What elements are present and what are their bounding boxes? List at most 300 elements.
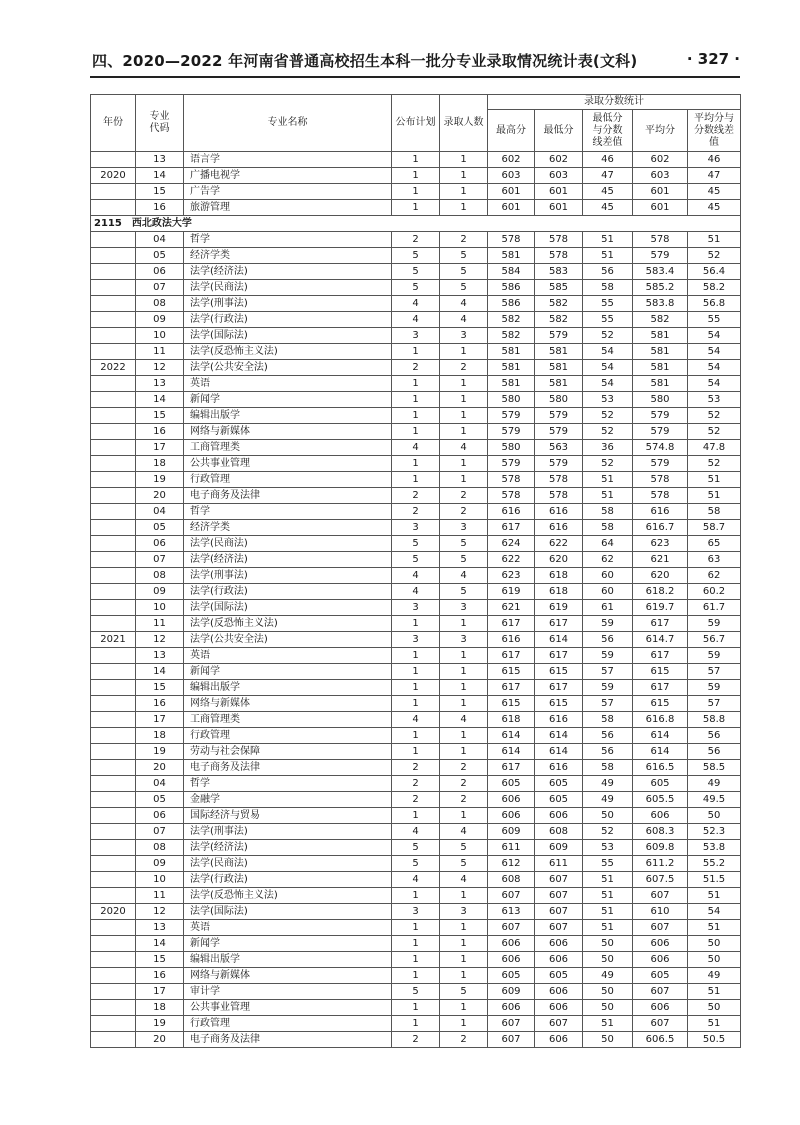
cell-max: 617	[488, 616, 535, 632]
cell-avg: 616.8	[633, 712, 688, 728]
table-body	[91, 152, 741, 1048]
cell-avg-diff: 58.7	[688, 520, 741, 536]
cell-min: 607	[535, 920, 583, 936]
cell-min-diff: 47	[583, 168, 633, 184]
table-row	[91, 552, 741, 568]
cell-year	[91, 1000, 136, 1016]
cell-major: 法学(刑事法)	[184, 296, 392, 312]
cell-major: 法学(经济法)	[184, 840, 392, 856]
cell-year	[91, 344, 136, 360]
cell-admitted: 5	[440, 552, 488, 568]
cell-year	[91, 776, 136, 792]
cell-major: 劳动与社会保障	[184, 744, 392, 760]
cell-min-diff: 61	[583, 600, 633, 616]
cell-avg: 605	[633, 776, 688, 792]
cell-min-diff: 52	[583, 424, 633, 440]
cell-major: 新闻学	[184, 392, 392, 408]
cell-admitted: 4	[440, 568, 488, 584]
cell-max: 611	[488, 840, 535, 856]
cell-max: 623	[488, 568, 535, 584]
cell-year	[91, 728, 136, 744]
cell-admitted: 1	[440, 424, 488, 440]
cell-code: 09	[136, 856, 184, 872]
cell-code: 13	[136, 152, 184, 168]
cell-min: 607	[535, 872, 583, 888]
cell-major: 国际经济与贸易	[184, 808, 392, 824]
cell-year	[91, 616, 136, 632]
cell-year	[91, 824, 136, 840]
page-title: 四、2020—2022 年河南省普通高校招生本科一批分专业录取情况统计表(文科)	[92, 52, 638, 70]
cell-avg-diff: 52	[688, 456, 741, 472]
table-row	[91, 200, 741, 216]
cell-min: 603	[535, 168, 583, 184]
table-row	[91, 872, 741, 888]
cell-avg: 617	[633, 616, 688, 632]
header-code: 专业代码	[136, 95, 184, 152]
cell-min-diff: 56	[583, 728, 633, 744]
cell-avg: 620	[633, 568, 688, 584]
cell-min: 579	[535, 424, 583, 440]
cell-min: 616	[535, 520, 583, 536]
cell-avg-diff: 45	[688, 200, 741, 216]
cell-avg-diff: 58.5	[688, 760, 741, 776]
cell-admitted: 2	[440, 360, 488, 376]
cell-code: 11	[136, 344, 184, 360]
cell-year	[91, 808, 136, 824]
cell-min: 578	[535, 472, 583, 488]
cell-min: 579	[535, 328, 583, 344]
cell-admitted: 3	[440, 520, 488, 536]
header-min-diff: 最低分与分数线差值	[583, 110, 633, 152]
cell-avg-diff: 51	[688, 888, 741, 904]
cell-min: 578	[535, 488, 583, 504]
cell-max: 578	[488, 488, 535, 504]
cell-avg: 606	[633, 936, 688, 952]
cell-avg-diff: 52	[688, 408, 741, 424]
cell-code: 06	[136, 808, 184, 824]
cell-min-diff: 51	[583, 904, 633, 920]
cell-plan: 1	[392, 968, 440, 984]
cell-admitted: 1	[440, 616, 488, 632]
cell-year: 2020	[91, 168, 136, 184]
cell-min-diff: 58	[583, 280, 633, 296]
cell-min-diff: 50	[583, 1032, 633, 1048]
cell-admitted: 1	[440, 952, 488, 968]
cell-max: 601	[488, 200, 535, 216]
cell-avg: 614	[633, 744, 688, 760]
cell-min-diff: 64	[583, 536, 633, 552]
cell-major: 广告学	[184, 184, 392, 200]
cell-min-diff: 54	[583, 376, 633, 392]
cell-code: 16	[136, 200, 184, 216]
cell-min: 578	[535, 232, 583, 248]
cell-plan: 3	[392, 632, 440, 648]
cell-major: 法学(反恐怖主义法)	[184, 616, 392, 632]
cell-admitted: 4	[440, 296, 488, 312]
cell-max: 606	[488, 952, 535, 968]
cell-min-diff: 51	[583, 888, 633, 904]
cell-min: 579	[535, 456, 583, 472]
cell-plan: 1	[392, 456, 440, 472]
cell-min: 606	[535, 1000, 583, 1016]
cell-code: 10	[136, 872, 184, 888]
cell-admitted: 1	[440, 472, 488, 488]
cell-avg: 579	[633, 424, 688, 440]
cell-admitted: 3	[440, 600, 488, 616]
cell-plan: 4	[392, 568, 440, 584]
cell-avg-diff: 52	[688, 248, 741, 264]
cell-major: 网络与新媒体	[184, 968, 392, 984]
cell-major: 法学(经济法)	[184, 264, 392, 280]
cell-min: 614	[535, 728, 583, 744]
cell-year	[91, 376, 136, 392]
header-min: 最低分	[535, 110, 583, 152]
cell-avg-diff: 51	[688, 984, 741, 1000]
cell-major: 电子商务及法律	[184, 488, 392, 504]
cell-avg: 605.5	[633, 792, 688, 808]
cell-year	[91, 536, 136, 552]
cell-avg-diff: 58	[688, 504, 741, 520]
cell-major: 网络与新媒体	[184, 696, 392, 712]
cell-max: 624	[488, 536, 535, 552]
cell-major: 法学(行政法)	[184, 584, 392, 600]
table-row	[91, 328, 741, 344]
cell-min: 601	[535, 200, 583, 216]
cell-min-diff: 36	[583, 440, 633, 456]
table-row	[91, 344, 741, 360]
cell-code: 14	[136, 664, 184, 680]
cell-year	[91, 520, 136, 536]
cell-max: 609	[488, 824, 535, 840]
cell-major: 法学(行政法)	[184, 872, 392, 888]
institution-row	[91, 216, 741, 232]
cell-admitted: 1	[440, 344, 488, 360]
cell-avg-diff: 50	[688, 936, 741, 952]
cell-min-diff: 51	[583, 1016, 633, 1032]
cell-code: 13	[136, 648, 184, 664]
cell-min-diff: 55	[583, 312, 633, 328]
cell-plan: 1	[392, 616, 440, 632]
cell-min: 607	[535, 1016, 583, 1032]
table-row	[91, 264, 741, 280]
table-row	[91, 456, 741, 472]
cell-max: 581	[488, 360, 535, 376]
cell-major: 哲学	[184, 504, 392, 520]
cell-major: 法学(民商法)	[184, 280, 392, 296]
cell-avg-diff: 50	[688, 1000, 741, 1016]
cell-avg: 617	[633, 680, 688, 696]
cell-plan: 1	[392, 680, 440, 696]
cell-min-diff: 59	[583, 680, 633, 696]
table-row	[91, 520, 741, 536]
cell-major: 经济学类	[184, 520, 392, 536]
cell-min-diff: 54	[583, 344, 633, 360]
table-row	[91, 680, 741, 696]
cell-admitted: 5	[440, 280, 488, 296]
table-row	[91, 440, 741, 456]
cell-avg-diff: 51	[688, 232, 741, 248]
table-row	[91, 424, 741, 440]
cell-code: 20	[136, 1032, 184, 1048]
cell-major: 审计学	[184, 984, 392, 1000]
cell-min: 606	[535, 808, 583, 824]
cell-min-diff: 50	[583, 1000, 633, 1016]
cell-plan: 1	[392, 744, 440, 760]
cell-avg-diff: 51	[688, 920, 741, 936]
cell-plan: 4	[392, 712, 440, 728]
cell-admitted: 2	[440, 776, 488, 792]
cell-min: 608	[535, 824, 583, 840]
cell-min-diff: 58	[583, 520, 633, 536]
cell-avg: 583.4	[633, 264, 688, 280]
cell-major: 法学(民商法)	[184, 536, 392, 552]
cell-min-diff: 50	[583, 952, 633, 968]
cell-avg-diff: 58.8	[688, 712, 741, 728]
cell-code: 14	[136, 936, 184, 952]
cell-year	[91, 280, 136, 296]
cell-min: 616	[535, 504, 583, 520]
cell-major: 编辑出版学	[184, 408, 392, 424]
cell-max: 578	[488, 472, 535, 488]
cell-min-diff: 56	[583, 744, 633, 760]
cell-admitted: 5	[440, 264, 488, 280]
cell-plan: 1	[392, 952, 440, 968]
cell-major: 新闻学	[184, 664, 392, 680]
cell-avg-diff: 52.3	[688, 824, 741, 840]
header-avg: 平均分	[633, 110, 688, 152]
cell-avg-diff: 45	[688, 184, 741, 200]
cell-code: 06	[136, 536, 184, 552]
cell-min-diff: 53	[583, 392, 633, 408]
table-row	[91, 248, 741, 264]
cell-admitted: 2	[440, 792, 488, 808]
table-row	[91, 744, 741, 760]
cell-major: 公共事业管理	[184, 1000, 392, 1016]
cell-avg-diff: 55	[688, 312, 741, 328]
cell-min: 563	[535, 440, 583, 456]
cell-min-diff: 51	[583, 472, 633, 488]
cell-plan: 1	[392, 1016, 440, 1032]
cell-year	[91, 856, 136, 872]
cell-plan: 1	[392, 808, 440, 824]
header-plan: 公布计划	[392, 95, 440, 152]
cell-code: 11	[136, 616, 184, 632]
cell-code: 17	[136, 712, 184, 728]
cell-avg-diff: 54	[688, 328, 741, 344]
cell-avg: 607	[633, 984, 688, 1000]
cell-avg-diff: 53.8	[688, 840, 741, 856]
cell-year	[91, 984, 136, 1000]
cell-min: 607	[535, 904, 583, 920]
cell-avg-diff: 57	[688, 696, 741, 712]
cell-code: 08	[136, 296, 184, 312]
cell-max: 614	[488, 728, 535, 744]
table-row	[91, 184, 741, 200]
cell-code: 08	[136, 840, 184, 856]
cell-admitted: 1	[440, 808, 488, 824]
cell-avg-diff: 51.5	[688, 872, 741, 888]
cell-plan: 1	[392, 184, 440, 200]
cell-code: 11	[136, 888, 184, 904]
cell-plan: 1	[392, 408, 440, 424]
cell-avg-diff: 51	[688, 472, 741, 488]
cell-code: 16	[136, 968, 184, 984]
cell-avg: 581	[633, 344, 688, 360]
table-row	[91, 632, 741, 648]
cell-year	[91, 568, 136, 584]
cell-major: 编辑出版学	[184, 680, 392, 696]
table-row	[91, 392, 741, 408]
header-major: 专业名称	[184, 95, 392, 152]
cell-admitted: 5	[440, 584, 488, 600]
cell-max: 605	[488, 968, 535, 984]
cell-year	[91, 680, 136, 696]
cell-admitted: 1	[440, 680, 488, 696]
cell-admitted: 5	[440, 536, 488, 552]
header-max: 最高分	[488, 110, 535, 152]
cell-admitted: 2	[440, 232, 488, 248]
cell-plan: 3	[392, 904, 440, 920]
cell-min: 620	[535, 552, 583, 568]
cell-major: 编辑出版学	[184, 952, 392, 968]
cell-year: 2022	[91, 360, 136, 376]
cell-year	[91, 744, 136, 760]
cell-min-diff: 49	[583, 968, 633, 984]
cell-plan: 1	[392, 152, 440, 168]
cell-min-diff: 49	[583, 776, 633, 792]
table-row	[91, 408, 741, 424]
cell-plan: 4	[392, 440, 440, 456]
cell-min: 619	[535, 600, 583, 616]
cell-avg-diff: 47	[688, 168, 741, 184]
cell-avg-diff: 56.7	[688, 632, 741, 648]
cell-avg-diff: 49.5	[688, 792, 741, 808]
cell-max: 621	[488, 600, 535, 616]
cell-major: 旅游管理	[184, 200, 392, 216]
cell-min-diff: 57	[583, 696, 633, 712]
cell-avg: 617	[633, 648, 688, 664]
cell-year	[91, 872, 136, 888]
cell-code: 07	[136, 552, 184, 568]
cell-plan: 5	[392, 984, 440, 1000]
cell-max: 603	[488, 168, 535, 184]
cell-avg: 616	[633, 504, 688, 520]
cell-admitted: 2	[440, 1032, 488, 1048]
cell-code: 19	[136, 1016, 184, 1032]
cell-avg-diff: 51	[688, 1016, 741, 1032]
page-header	[90, 50, 740, 72]
cell-admitted: 2	[440, 760, 488, 776]
cell-min: 614	[535, 632, 583, 648]
cell-code: 07	[136, 280, 184, 296]
cell-min: 614	[535, 744, 583, 760]
cell-avg: 623	[633, 536, 688, 552]
cell-min-diff: 56	[583, 264, 633, 280]
cell-min-diff: 54	[583, 360, 633, 376]
cell-avg-diff: 46	[688, 152, 741, 168]
cell-avg: 607	[633, 888, 688, 904]
cell-year	[91, 488, 136, 504]
cell-min: 605	[535, 968, 583, 984]
cell-major: 行政管理	[184, 1016, 392, 1032]
cell-code: 09	[136, 584, 184, 600]
cell-min-diff: 58	[583, 504, 633, 520]
cell-avg-diff: 59	[688, 680, 741, 696]
table-row	[91, 152, 741, 168]
table-row	[91, 776, 741, 792]
cell-major: 法学(刑事法)	[184, 568, 392, 584]
cell-min: 606	[535, 1032, 583, 1048]
cell-admitted: 1	[440, 920, 488, 936]
cell-code: 18	[136, 728, 184, 744]
cell-plan: 1	[392, 200, 440, 216]
cell-avg-diff: 54	[688, 360, 741, 376]
cell-code: 04	[136, 504, 184, 520]
cell-max: 581	[488, 248, 535, 264]
cell-max: 622	[488, 552, 535, 568]
table-row	[91, 616, 741, 632]
cell-avg-diff: 54	[688, 904, 741, 920]
cell-avg: 606	[633, 952, 688, 968]
cell-avg-diff: 55.2	[688, 856, 741, 872]
cell-min-diff: 50	[583, 936, 633, 952]
cell-plan: 4	[392, 824, 440, 840]
cell-max: 581	[488, 344, 535, 360]
cell-min: 605	[535, 792, 583, 808]
cell-admitted: 1	[440, 888, 488, 904]
cell-avg-diff: 56	[688, 744, 741, 760]
cell-admitted: 1	[440, 376, 488, 392]
cell-plan: 1	[392, 376, 440, 392]
cell-major: 英语	[184, 920, 392, 936]
cell-plan: 1	[392, 344, 440, 360]
cell-avg: 616.5	[633, 760, 688, 776]
cell-plan: 1	[392, 168, 440, 184]
cell-major: 哲学	[184, 232, 392, 248]
cell-plan: 1	[392, 648, 440, 664]
cell-admitted: 1	[440, 696, 488, 712]
cell-year	[91, 792, 136, 808]
cell-avg: 579	[633, 248, 688, 264]
cell-year	[91, 456, 136, 472]
cell-avg: 609.8	[633, 840, 688, 856]
cell-min-diff: 58	[583, 712, 633, 728]
cell-max: 606	[488, 1000, 535, 1016]
cell-code: 14	[136, 168, 184, 184]
cell-avg-diff: 60.2	[688, 584, 741, 600]
cell-plan: 4	[392, 312, 440, 328]
cell-major: 法学(公共安全法)	[184, 632, 392, 648]
table-row	[91, 472, 741, 488]
cell-min-diff: 52	[583, 456, 633, 472]
cell-min-diff: 59	[583, 648, 633, 664]
cell-avg: 615	[633, 664, 688, 680]
cell-avg: 610	[633, 904, 688, 920]
cell-year	[91, 248, 136, 264]
cell-admitted: 5	[440, 248, 488, 264]
cell-admitted: 1	[440, 936, 488, 952]
table-row	[91, 856, 741, 872]
cell-year	[91, 408, 136, 424]
cell-min: 606	[535, 936, 583, 952]
cell-min-diff: 45	[583, 200, 633, 216]
cell-min: 609	[535, 840, 583, 856]
cell-year	[91, 936, 136, 952]
cell-avg: 603	[633, 168, 688, 184]
cell-avg: 611.2	[633, 856, 688, 872]
cell-major: 行政管理	[184, 728, 392, 744]
cell-max: 580	[488, 392, 535, 408]
